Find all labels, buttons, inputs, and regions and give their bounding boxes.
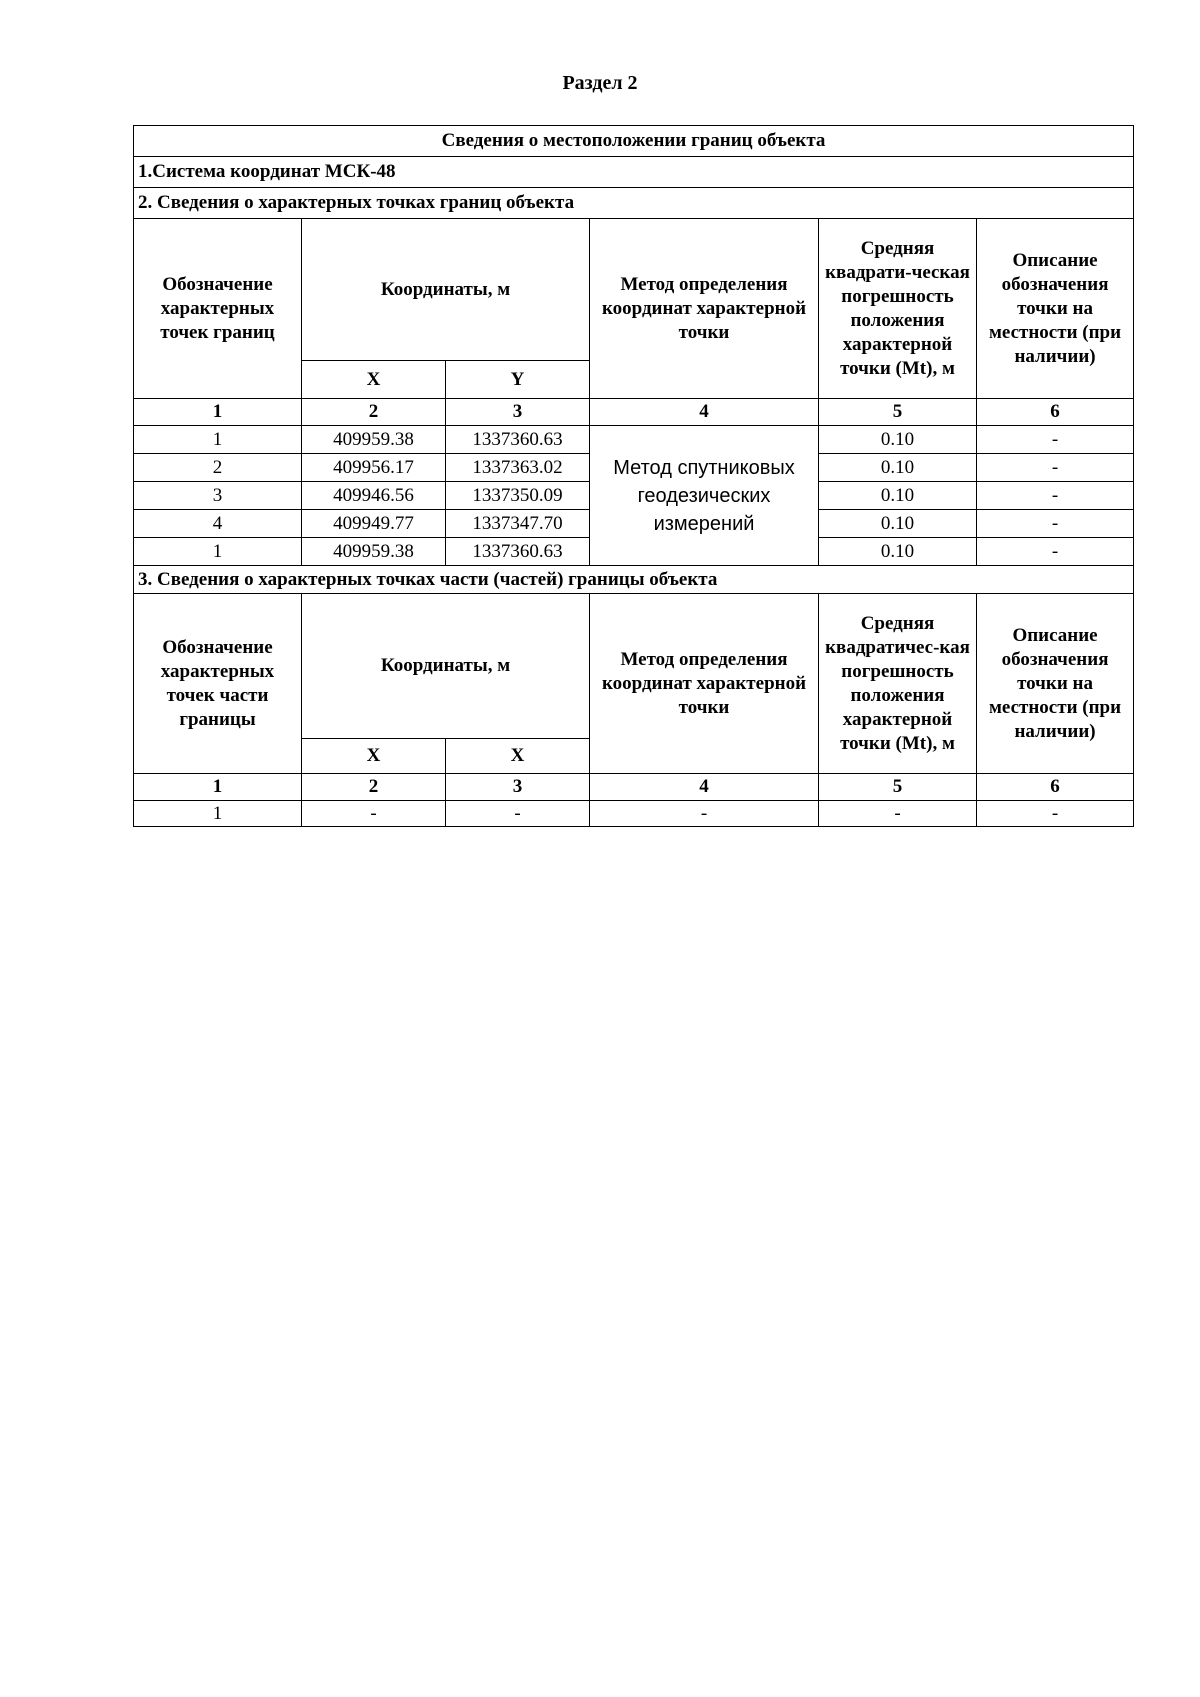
header-method: Метод определения координат характерной точки: [590, 219, 819, 399]
header-x: X: [302, 361, 446, 399]
table-row: [134, 426, 1134, 454]
header-method: Метод определения координат характерной точки: [590, 594, 819, 774]
coord-y: 1337360.63: [446, 538, 590, 566]
header-description: Описание обозначения точки на местности (при наличии): [977, 219, 1134, 399]
coord-x: 409946.56: [302, 482, 446, 510]
mt-value: 0.10: [819, 426, 977, 454]
header-point-designation: Обозначение характерных точек границ: [134, 219, 302, 399]
coord-y: -: [446, 801, 590, 827]
column-number: 4: [590, 399, 819, 426]
coord-x: 409959.38: [302, 426, 446, 454]
header-mt: Средняя квадрати-ческая погрешность положения характерной точки (Mt), м: [819, 219, 977, 399]
section3-title: 3. Сведения о характерных точках части (частей) границы объекта: [134, 566, 1134, 594]
section-title: Раздел 2: [562, 72, 638, 94]
mt-value: -: [819, 801, 977, 827]
coordinate-system: 1.Система координат МСК-48: [134, 157, 1134, 188]
header-x: X: [302, 739, 446, 774]
coord-y: 1337363.02: [446, 454, 590, 482]
description-value: -: [977, 538, 1134, 566]
point-id: 1: [134, 426, 302, 454]
coord-y: 1337360.63: [446, 426, 590, 454]
column-number: 6: [977, 774, 1134, 801]
coord-x: 409956.17: [302, 454, 446, 482]
coord-x: 409959.38: [302, 538, 446, 566]
header-description: Описание обозначения точки на местности (при наличии): [977, 594, 1134, 774]
column-number: 4: [590, 774, 819, 801]
column-number: 5: [819, 399, 977, 426]
description-value: -: [977, 482, 1134, 510]
point-id: 1: [134, 538, 302, 566]
description-value: -: [977, 801, 1134, 827]
table-title: Сведения о местоположении границ объекта: [134, 126, 1134, 157]
description-value: -: [977, 454, 1134, 482]
method-cell: Метод спутниковых геодезических измерений: [590, 426, 819, 566]
column-number: 3: [446, 399, 590, 426]
column-number: 1: [134, 399, 302, 426]
column-number: 1: [134, 774, 302, 801]
column-number: 6: [977, 399, 1134, 426]
header-y: X: [446, 739, 590, 774]
header-mt: Средняя квадратичес-кая погрешность положения характерной точки (Mt), м: [819, 594, 977, 774]
point-id: 3: [134, 482, 302, 510]
description-value: -: [977, 426, 1134, 454]
coord-y: 1337347.70: [446, 510, 590, 538]
point-id: 1: [134, 801, 302, 827]
column-number: 3: [446, 774, 590, 801]
coord-y: 1337350.09: [446, 482, 590, 510]
description-value: -: [977, 510, 1134, 538]
column-number: 5: [819, 774, 977, 801]
column-number: 2: [302, 774, 446, 801]
mt-value: 0.10: [819, 454, 977, 482]
section2-title: 2. Сведения о характерных точках границ объекта: [134, 188, 1134, 219]
mt-value: 0.10: [819, 510, 977, 538]
coord-x: -: [302, 801, 446, 827]
mt-value: 0.10: [819, 538, 977, 566]
point-id: 4: [134, 510, 302, 538]
mt-value: 0.10: [819, 482, 977, 510]
header-y: Y: [446, 361, 590, 399]
column-number: 2: [302, 399, 446, 426]
header-coordinates: Координаты, м: [302, 594, 590, 739]
method-value: -: [590, 801, 819, 827]
header-coordinates: Координаты, м: [302, 219, 590, 361]
point-id: 2: [134, 454, 302, 482]
header-point-designation: Обозначение характерных точек части границы: [134, 594, 302, 774]
boundary-table: [133, 125, 1134, 827]
table-row: [134, 801, 1134, 827]
coord-x: 409949.77: [302, 510, 446, 538]
